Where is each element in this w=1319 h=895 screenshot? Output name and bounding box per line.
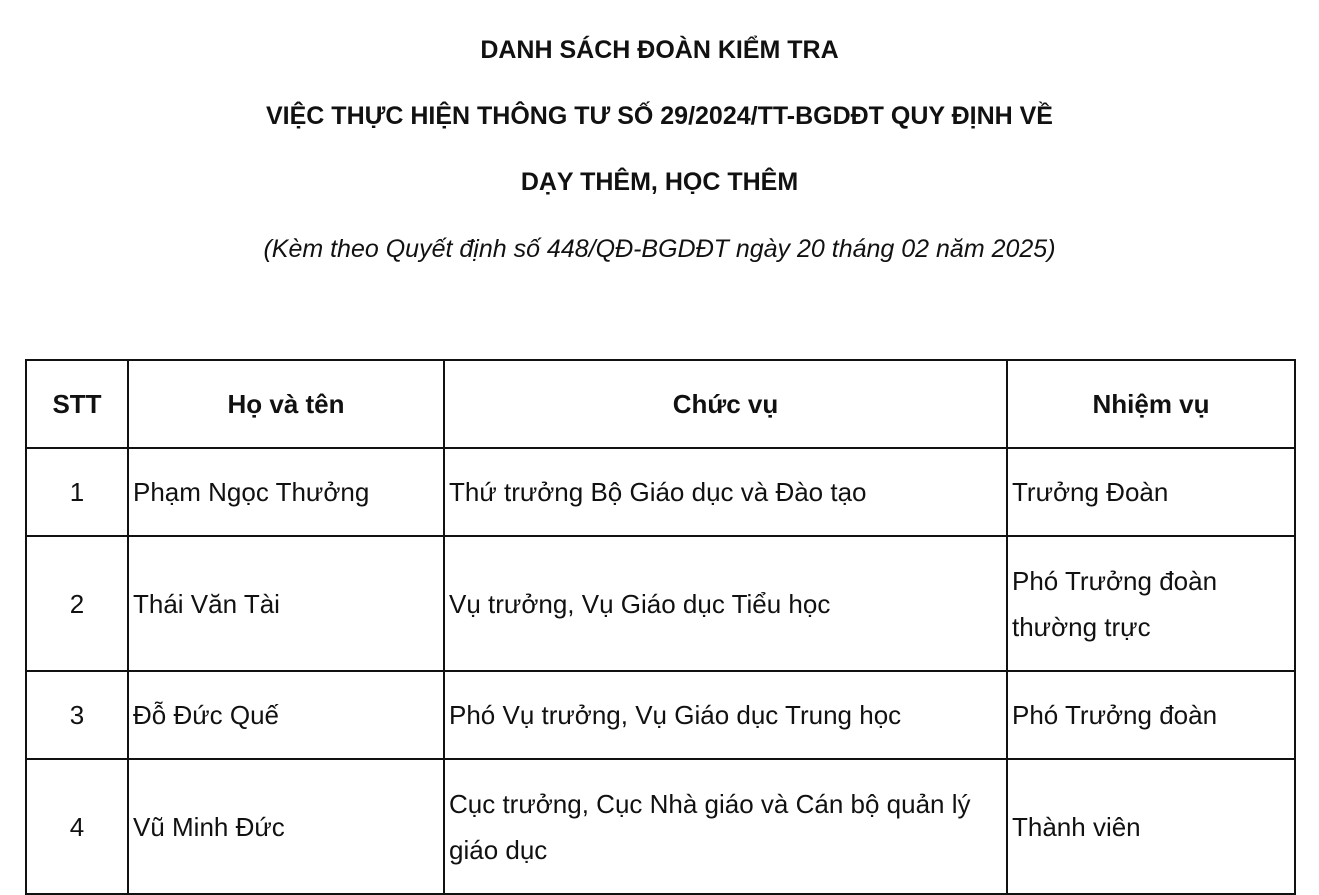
cell-name: Vũ Minh Đức	[128, 759, 444, 894]
header-position: Chức vụ	[444, 360, 1007, 448]
cell-duty: Phó Trưởng đoàn	[1007, 671, 1295, 759]
table-row	[26, 671, 1295, 759]
cell-stt: 3	[26, 671, 128, 759]
cell-name: Đỗ Đức Quế	[128, 671, 444, 759]
subtitle: (Kèm theo Quyết định số 448/QĐ-BGDĐT ngày 20 tháng 02 năm 2025)	[263, 235, 1056, 263]
cell-position: Phó Vụ trưởng, Vụ Giáo dục Trung học	[444, 671, 1007, 759]
table-header-row	[26, 360, 1295, 448]
title-line-1: DANH SÁCH ĐOÀN KIỂM TRA	[480, 36, 839, 64]
cell-stt: 4	[26, 759, 128, 894]
cell-position: Cục trưởng, Cục Nhà giáo và Cán bộ quản lý giáo dục	[444, 759, 1007, 894]
inspection-team-table	[25, 359, 1296, 895]
cell-stt: 2	[26, 536, 128, 671]
cell-name: Phạm Ngọc Thưởng	[128, 448, 444, 536]
header-name: Họ và tên	[128, 360, 444, 448]
title-line-2: VIỆC THỰC HIỆN THÔNG TƯ SỐ 29/2024/TT-BGDĐT QUY ĐỊNH VỀ	[266, 102, 1053, 130]
cell-name: Thái Văn Tài	[128, 536, 444, 671]
header-duty: Nhiệm vụ	[1007, 360, 1295, 448]
cell-duty: Phó Trưởng đoàn thường trực	[1007, 536, 1295, 671]
table-row	[26, 448, 1295, 536]
title-line-3: DẠY THÊM, HỌC THÊM	[520, 168, 799, 196]
table-row	[26, 759, 1295, 894]
cell-duty: Thành viên	[1007, 759, 1295, 894]
header-stt: STT	[26, 360, 128, 448]
cell-duty: Trưởng Đoàn	[1007, 448, 1295, 536]
cell-position: Vụ trưởng, Vụ Giáo dục Tiểu học	[444, 536, 1007, 671]
table-row	[26, 536, 1295, 671]
cell-stt: 1	[26, 448, 128, 536]
cell-position: Thứ trưởng Bộ Giáo dục và Đào tạo	[444, 448, 1007, 536]
